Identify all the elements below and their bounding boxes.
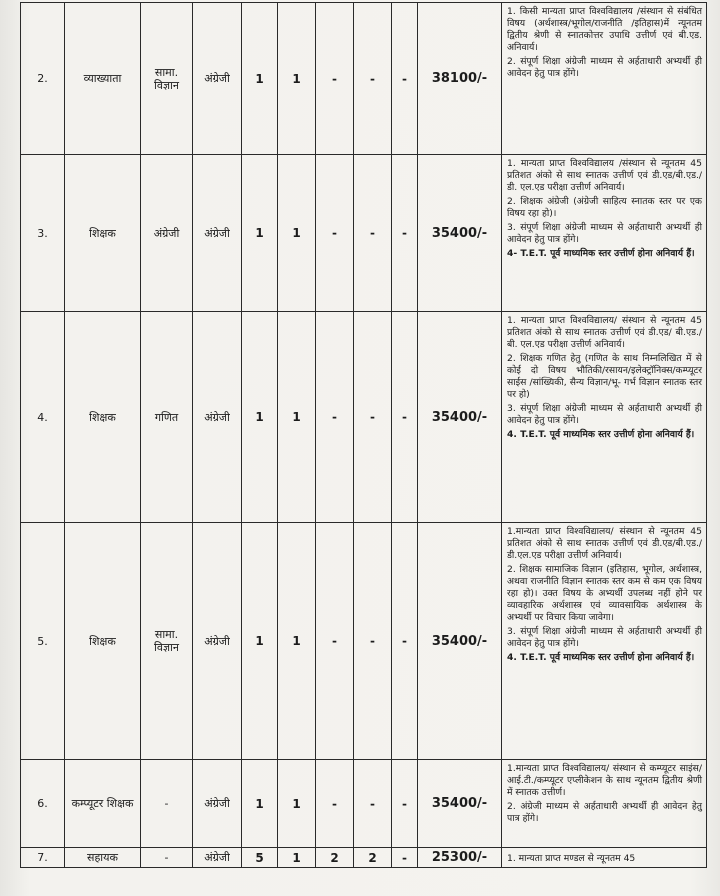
count-d: 2 — [354, 848, 392, 868]
pay-scale: 35400/- — [418, 155, 502, 312]
pay-scale: 35400/- — [418, 312, 502, 523]
post-name: व्याख्याता — [65, 3, 141, 155]
pay-scale: 25300/- — [418, 848, 502, 868]
pay-scale: 35400/- — [418, 760, 502, 848]
count-a: 5 — [242, 848, 278, 868]
count-e: - — [392, 523, 418, 760]
count-a: 1 — [242, 155, 278, 312]
post-name: शिक्षक — [65, 523, 141, 760]
count-b: 1 — [278, 523, 316, 760]
count-c: - — [316, 155, 354, 312]
count-e: - — [392, 848, 418, 868]
qualification: 1. मान्यता प्राप्त विश्वविद्यालय/ संस्थान से न्यूनतम 45 प्रतिशत अंको से साथ स्नातक उत्तीर्ण एवं डी.एड/ बी.एड./बी. एल.एड परीक्षा उत्तीर्ण अनिवार्य। 2. शिक्षक गणित हेतु (गणित के साथ निम्नलिखित में से कोई दो विषय भौतिकी/रसायन/इलेक्ट्रॉनिक्स/कम्प्यूटर साईस /सांख्यिकी, सैन्य विज्ञान/भू- गर्भ विज्ञान स्नातक स्तर पर हो) 3. संपूर्ण शिक्षा अंग्रेजी माध्यम से अर्हताधारी अभ्यर्थी ही आवेदन हेतु पात्र होंगे। 4. T.E.T. पूर्व माध्यमिक स्तर उत्तीर्ण होना अनिवार्य हैं। — [502, 312, 707, 523]
qualification: 1. मान्यता प्राप्त विश्वविद्यालय /संस्थान से न्यूनतम 45 प्रतिशत अंको से साथ स्नातक उत्तीर्ण एवं डी.एड/बी.एड./डी. एल.एड परीक्षा उत्तीर्ण अनिवार्य। 2. शिक्षक अंग्रेजी (अंग्रेजी साहित्य स्नातक स्तर पर एक विषय रहा हो)। 3. संपूर्ण शिक्षा अंग्रेजी माध्यम से अर्हताधारी अभ्यर्थी ही आवेदन हेतु पात्र होंगे। 4- T.E.T. पूर्व माध्यमिक स्तर उत्तीर्ण होना अनिवार्य हैं। — [502, 155, 707, 312]
count-a: 1 — [242, 312, 278, 523]
medium: अंग्रेजी — [193, 3, 242, 155]
table-row — [21, 760, 707, 848]
vacancy-table — [20, 2, 707, 868]
subject: सामा. विज्ञान — [141, 523, 193, 760]
count-a: 1 — [242, 3, 278, 155]
count-b: 1 — [278, 3, 316, 155]
count-d: - — [354, 760, 392, 848]
serial-number: 4. — [21, 312, 65, 523]
count-e: - — [392, 3, 418, 155]
table-row — [21, 523, 707, 760]
count-c: - — [316, 760, 354, 848]
table-row — [21, 155, 707, 312]
medium: अंग्रेजी — [193, 760, 242, 848]
pay-scale: 38100/- — [418, 3, 502, 155]
post-name: सहायक — [65, 848, 141, 868]
subject: - — [141, 848, 193, 868]
count-e: - — [392, 760, 418, 848]
count-b: 1 — [278, 155, 316, 312]
subject: सामा. विज्ञान — [141, 3, 193, 155]
table-row — [21, 848, 707, 868]
count-c: - — [316, 312, 354, 523]
count-d: - — [354, 3, 392, 155]
count-c: 2 — [316, 848, 354, 868]
count-b: 1 — [278, 312, 316, 523]
count-c: - — [316, 3, 354, 155]
count-a: 1 — [242, 523, 278, 760]
post-name: शिक्षक — [65, 155, 141, 312]
count-e: - — [392, 155, 418, 312]
count-b: 1 — [278, 760, 316, 848]
count-d: - — [354, 312, 392, 523]
count-c: - — [316, 523, 354, 760]
qualification: 1. मान्यता प्राप्त मण्डल से न्यूनतम 45 — [502, 848, 707, 868]
count-e: - — [392, 312, 418, 523]
table-row — [21, 312, 707, 523]
post-name: कम्प्यूटर शिक्षक — [65, 760, 141, 848]
subject: अंग्रेजी — [141, 155, 193, 312]
subject: गणित — [141, 312, 193, 523]
post-name: शिक्षक — [65, 312, 141, 523]
medium: अंग्रेजी — [193, 523, 242, 760]
qualification: 1. किसी मान्यता प्राप्त विश्वविद्यालय /संस्थान से संबंधित विषय (अर्थशास्त्र/भूगोल/राजनीति /इतिहास)में न्यूनतम द्वितीय श्रेणी से स्नातकोत्तर उपाधि उत्तीर्ण एवं बी.एड. अनिवार्य। 2. संपूर्ण शिक्षा अंग्रेजी माध्यम से अर्हताधारी अभ्यर्थी ही आवेदन हेतु पात्र होंगे। — [502, 3, 707, 155]
count-d: - — [354, 155, 392, 312]
qualification: 1.मान्यता प्राप्त विश्वविद्यालय/ संस्थान से न्यूनतम 45 प्रतिशत अंको से साथ स्नातक उत्तीर्ण एवं डी.एड/बी.एड./डी.एल.एड परीक्षा उत्तीर्ण अनिवार्य। 2. शिक्षक सामाजिक विज्ञान (इतिहास, भूगोल, अर्थशास्त्र, अथवा राजनीति विज्ञान स्नातक स्तर कम से कम एक विषय रहा हो)। उक्त विषय के अभ्यर्थी उपलब्ध नहीं होने पर व्यावहारिक अर्थशास्त्र एवं व्यावसायिक अर्थशास्त्र के अभ्यर्थी पर विचार किया जावेगा। 3. संपूर्ण शिक्षा अंग्रेजी माध्यम से अर्हताधारी अभ्यर्थी ही आवेदन हेतु पात्र होंगे। 4. T.E.T. पूर्व माध्यमिक स्तर उत्तीर्ण होना अनिवार्य हैं। — [502, 523, 707, 760]
medium: अंग्रेजी — [193, 312, 242, 523]
count-a: 1 — [242, 760, 278, 848]
serial-number: 2. — [21, 3, 65, 155]
serial-number: 6. — [21, 760, 65, 848]
table-row — [21, 3, 707, 155]
serial-number: 5. — [21, 523, 65, 760]
medium: अंग्रेजी — [193, 155, 242, 312]
serial-number: 7. — [21, 848, 65, 868]
subject: - — [141, 760, 193, 848]
qualification: 1.मान्यता प्राप्त विश्वविद्यालय/ संस्थान से कम्प्यूटर साइंस/ आई.टी./कम्प्यूटर एप्लीकेशन के साथ न्यूनतम द्वितीय श्रेणी में स्नातक उत्तीर्ण। 2. अंग्रेजी माध्यम से अर्हताधारी अभ्यर्थी ही आवेदन हेतु पात्र होंगे। — [502, 760, 707, 848]
count-b: 1 — [278, 848, 316, 868]
pay-scale: 35400/- — [418, 523, 502, 760]
count-d: - — [354, 523, 392, 760]
serial-number: 3. — [21, 155, 65, 312]
medium: अंग्रेजी — [193, 848, 242, 868]
